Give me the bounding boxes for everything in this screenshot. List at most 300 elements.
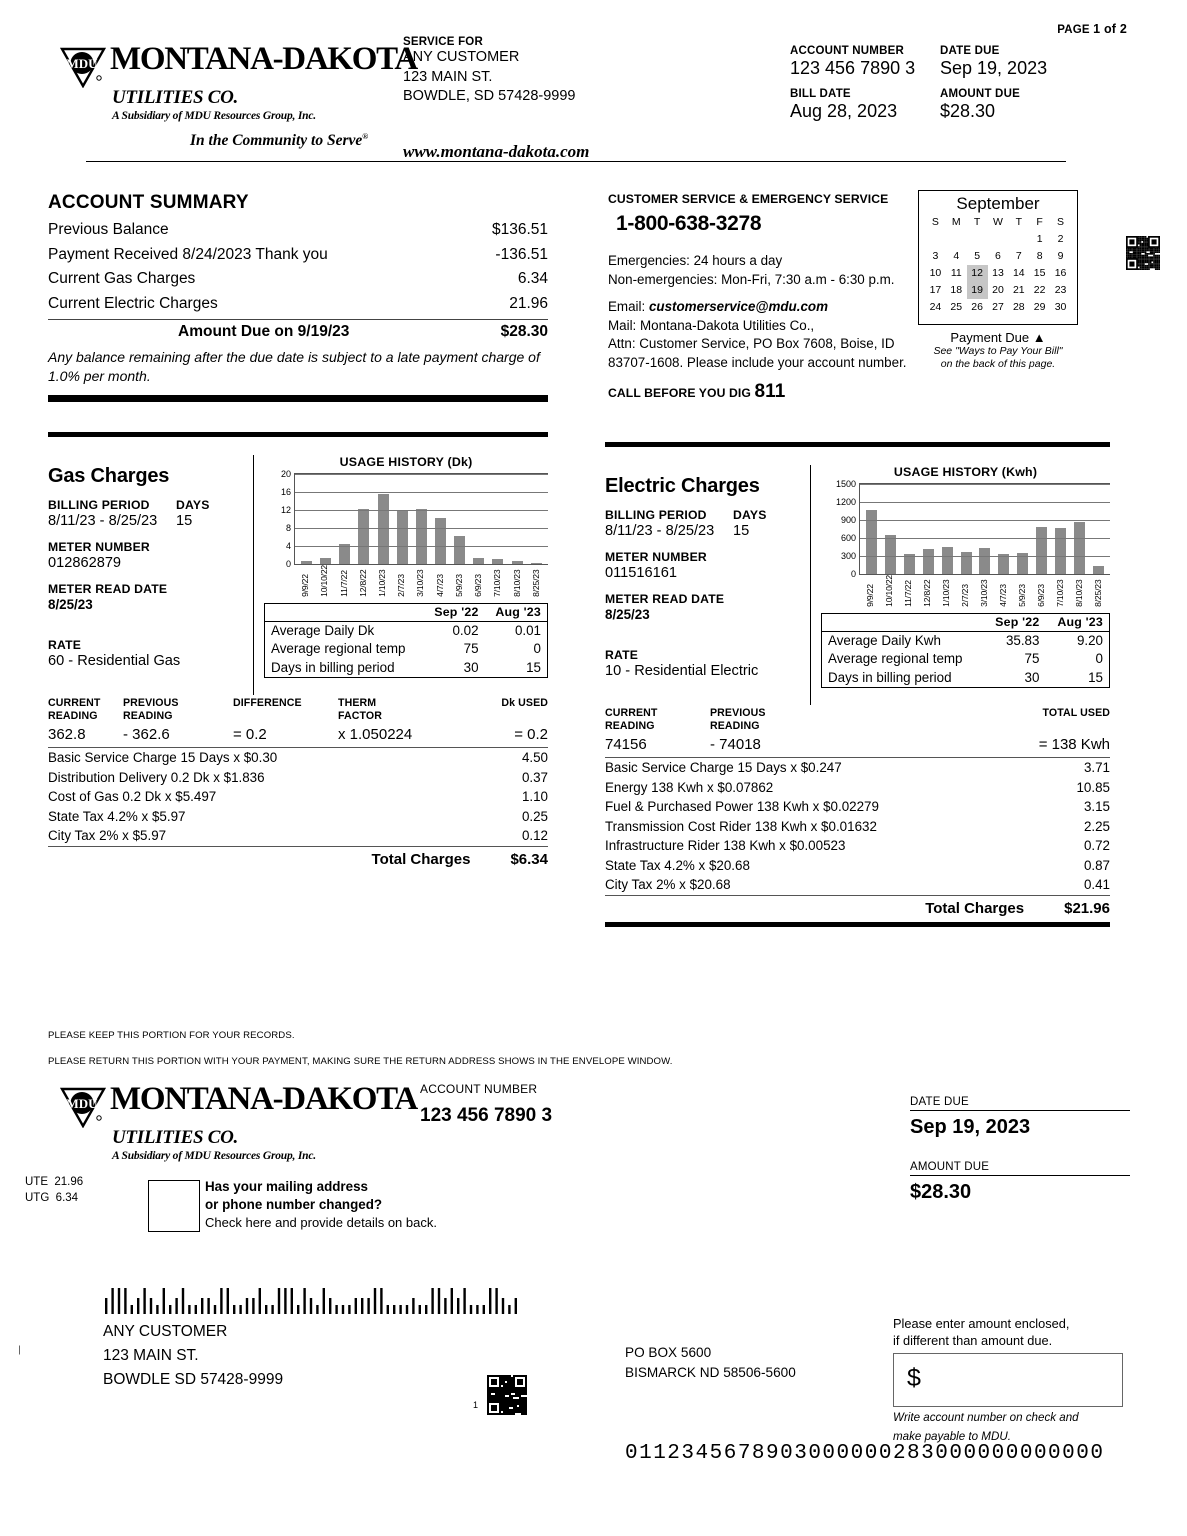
stub-company-name: MONTANA-DAKOTA	[110, 1081, 417, 1117]
gas-meter-read-value: 8/25/23	[48, 597, 93, 612]
calendar-day[interactable]: 21	[1012, 284, 1025, 296]
gas-reading-table	[48, 697, 548, 868]
charge-value: 4.50	[521, 750, 548, 765]
calendar-dow: T	[1015, 216, 1022, 228]
charge-label: Fuel & Purchased Power 138 Kwh x $0.02279	[605, 799, 879, 814]
charge-line-item	[605, 778, 1110, 798]
electric-billing-period-label: BILLING PERIOD	[605, 508, 707, 522]
summary-row-label: Current Electric Charges	[48, 294, 218, 312]
calendar-dow: M	[951, 216, 961, 228]
stats-prev: 35.83	[1005, 632, 1040, 648]
calendar-day[interactable]: 25	[950, 301, 963, 313]
company-unit: UTILITIES CO.	[112, 87, 238, 108]
charge-label: Energy 138 Kwh x $0.07862	[605, 779, 774, 795]
chart-y-tick: 600	[840, 533, 856, 543]
chart-x-tick: 7/10/23	[1055, 579, 1065, 607]
chart-bar	[1036, 527, 1047, 574]
customer-service-title: CUSTOMER SERVICE & EMERGENCY SERVICE	[608, 192, 889, 206]
charge-label: State Tax 4.2% x $5.97	[48, 808, 186, 824]
address-change-line1: Has your mailing address	[205, 1179, 368, 1194]
stats-label: Days in billing period	[271, 659, 395, 675]
calendar-day[interactable]: 23	[1054, 284, 1067, 296]
chart-x-tick: 8/10/23	[511, 569, 522, 597]
amount-due-row-value: $28.30	[500, 323, 548, 340]
chart-y-tick: 0	[285, 559, 291, 569]
calendar-note-line: on the back of this page.	[940, 358, 1056, 370]
charge-value: 2.25	[1083, 818, 1110, 834]
charge-label: City Tax 2% x $20.68	[605, 877, 731, 892]
chart-y-tick: 1200	[835, 497, 856, 507]
chart-bar	[1055, 528, 1066, 574]
electric-days-label: DAYS	[733, 508, 767, 522]
chart-x-tick: 7/10/23	[492, 569, 503, 597]
utg-label: UTG	[25, 1192, 50, 1204]
chart-gridline	[295, 474, 548, 475]
charge-label: Basic Service Charge 15 Days x $0.247	[605, 760, 842, 775]
chart-x-tick: 6/9/23	[473, 574, 484, 597]
gas-current-reading-header: CURRENT READING	[48, 697, 101, 722]
service-address-line: 123 MAIN ST.	[403, 68, 493, 85]
stats-curr: 15	[1088, 669, 1103, 685]
remit-line: PO BOX 5600	[625, 1345, 712, 1360]
chart-x-tick: 3/10/23	[415, 569, 426, 597]
electric-total-used-value: = 138 Kwh	[1038, 736, 1110, 753]
account-number-value: 123 456 7890 3	[790, 58, 916, 78]
ute-value: 21.96	[54, 1176, 84, 1188]
calendar-day[interactable]: 8	[1036, 250, 1043, 262]
electric-stats-header-blank	[822, 614, 983, 632]
chart-x-tick: 1/10/23	[376, 569, 387, 597]
calendar-day[interactable]: 24	[929, 301, 942, 313]
stats-row	[265, 659, 547, 678]
chart-gridline	[295, 546, 548, 547]
chart-y-tick: 20	[280, 469, 291, 479]
summary-row	[48, 243, 548, 268]
calendar-note-line: See "Ways to Pay Your Bill"	[933, 345, 1063, 357]
chart-x-tick: 11/7/22	[338, 570, 349, 597]
chart-x-tick: 12/8/22	[357, 569, 368, 597]
calendar-dow: S	[931, 216, 939, 228]
date-due-label: DATE DUE	[940, 45, 1000, 57]
stats-row	[822, 631, 1109, 650]
chart-x-tick: 1/10/23	[941, 579, 951, 607]
chart-x-tick: 8/25/23	[530, 569, 541, 597]
calendar-day[interactable]: 22	[1033, 284, 1046, 296]
stats-prev: 75	[463, 641, 479, 657]
gas-difference-value: = 0.2	[233, 726, 267, 743]
qr-caption: 1	[473, 1400, 479, 1410]
gas-meter-number-label: METER NUMBER	[48, 540, 150, 554]
chart-gridline	[860, 502, 1110, 503]
stats-row	[822, 669, 1109, 688]
address-change-line2: or phone number changed?	[205, 1196, 383, 1212]
calendar-day[interactable]: 7	[1015, 250, 1022, 262]
summary-row	[48, 292, 548, 317]
page-indicator: PAGE 1 of 2	[1057, 22, 1127, 36]
charge-line-item	[605, 797, 1110, 817]
calendar-day[interactable]: 9	[1057, 250, 1064, 262]
electric-total-value: $21.96	[1064, 899, 1110, 917]
gas-meter-number-value: 012862879	[48, 555, 122, 571]
charge-line-item	[605, 875, 1110, 895]
remit-line: BISMARCK ND 58506-5600	[625, 1365, 796, 1380]
address-change-note: Check here and provide details on back.	[205, 1215, 437, 1230]
charge-label: Cost of Gas 0.2 Dk x $5.497	[48, 789, 217, 804]
summary-row	[48, 218, 548, 243]
chart-y-tick: 0	[850, 569, 856, 579]
calendar-day[interactable]: 11	[950, 267, 962, 279]
gas-current-reading-value: 362.8	[48, 726, 86, 743]
email-label: Email:	[608, 299, 646, 314]
charge-value: 10.85	[1076, 779, 1110, 795]
gas-panel-title: Gas Charges	[48, 465, 170, 487]
service-for-block	[403, 36, 733, 107]
charge-value: 0.41	[1083, 877, 1110, 892]
calendar-dow: S	[1057, 216, 1065, 228]
stats-row	[822, 650, 1109, 669]
chart-bar	[301, 561, 312, 564]
gas-chart-x-axis	[294, 565, 548, 597]
chart-bar	[885, 535, 896, 574]
electric-meter-read-label: METER READ DATE	[605, 592, 725, 606]
mdu-triangle-logo-icon	[60, 46, 106, 88]
stats-curr: 0	[533, 641, 541, 657]
chart-x-tick: 10/10/22	[319, 565, 330, 597]
stub-account-number-value: 123 456 7890 3	[420, 1105, 553, 1126]
mail-line: ANY CUSTOMER	[103, 1323, 228, 1340]
electric-panel-bottom-bar	[605, 922, 1110, 927]
gas-billing-period-value: 8/11/23 - 8/25/23	[48, 513, 158, 529]
charge-line-item	[605, 856, 1110, 876]
gas-difference-header: DIFFERENCE	[233, 697, 302, 709]
company-logo	[60, 41, 417, 150]
calendar-day[interactable]: 28	[1012, 301, 1025, 313]
stats-prev: 30	[1024, 669, 1040, 685]
gas-therm-factor-header: THERM FACTOR	[338, 697, 382, 722]
svg-text:MDU: MDU	[66, 56, 98, 71]
chart-x-tick: 2/7/23	[396, 574, 407, 597]
calendar-empty	[946, 231, 967, 248]
chart-y-tick: 1500	[835, 479, 856, 489]
stub-company-subsidiary: A Subsidiary of MDU Resources Group, Inc.	[112, 1150, 316, 1162]
gas-stats-header-prev: Sep '22	[434, 604, 479, 619]
utg-value: 6.34	[55, 1192, 79, 1204]
electric-chart-x-axis	[859, 575, 1110, 607]
email-address[interactable]: customerservice@mdu.com	[648, 299, 828, 314]
electric-chart-title: USAGE HISTORY (Kwh)	[893, 465, 1038, 479]
calendar-day[interactable]: 16	[1054, 267, 1067, 279]
electric-reading-table	[605, 707, 1110, 927]
electric-current-reading-header: CURRENT READING	[605, 707, 658, 732]
chart-bar	[358, 509, 369, 564]
check-footnote-line2: make payable to MDU.	[893, 1429, 1011, 1443]
stub-account-number-label: ACCOUNT NUMBER	[420, 1082, 538, 1096]
return-portion-note: PLEASE RETURN THIS PORTION WITH YOUR PAYMENT, MAKING SURE THE RETURN ADDRESS SHOWS IN THE ENVELOPE WINDOW.	[48, 1056, 673, 1067]
customer-service-section	[608, 192, 918, 403]
email-row	[608, 298, 918, 317]
summary-row-value: $136.51	[491, 221, 548, 238]
calendar-day[interactable]: 2	[1057, 233, 1064, 245]
charge-label: Infrastructure Rider 138 Kwh x $0.00523	[605, 838, 846, 853]
charge-line-item	[48, 768, 548, 788]
calendar-day[interactable]: 30	[1054, 301, 1067, 313]
gas-billing-period-label: BILLING PERIOD	[48, 498, 150, 512]
remit-address	[625, 1343, 796, 1383]
chart-bar	[942, 547, 953, 574]
chart-bar	[320, 558, 331, 564]
calendar-day[interactable]: 29	[1033, 301, 1046, 313]
chart-x-tick: 9/9/22	[300, 574, 311, 597]
bill-date-value: Aug 28, 2023	[790, 101, 898, 121]
electric-previous-reading-header: PREVIOUS READING	[710, 707, 766, 732]
date-due-value: Sep 19, 2023	[940, 58, 1048, 78]
calendar-day[interactable]: 15	[1033, 267, 1046, 279]
charge-line-item	[605, 758, 1110, 778]
charge-value: 0.87	[1083, 857, 1110, 873]
chart-x-tick: 4/7/23	[434, 574, 445, 597]
micr-line: 0112345678903000000283000000000000	[625, 1442, 1105, 1465]
calendar-day[interactable]: 5	[974, 250, 981, 262]
gas-charges-panel	[48, 432, 548, 868]
account-summary-section	[48, 192, 548, 402]
chart-bar	[923, 549, 934, 574]
address-change-text	[205, 1178, 437, 1231]
gas-previous-reading-header: PREVIOUS READING	[123, 697, 179, 722]
gas-therm-factor-value: x 1.050224	[338, 726, 413, 743]
gas-chart-plot-area	[294, 473, 548, 565]
mail-line: Attn: Customer Service, PO Box 7608, Boise, ID	[608, 336, 895, 351]
calendar-day[interactable]: 6	[995, 250, 1001, 262]
account-header-block	[790, 36, 1150, 122]
electric-total-row	[605, 896, 1110, 917]
calendar-day[interactable]: 12	[967, 265, 988, 282]
charge-label: Basic Service Charge 15 Days x $0.30	[48, 750, 278, 765]
chart-x-tick: 6/9/23	[1036, 584, 1046, 607]
calendar-day[interactable]: 18	[950, 284, 963, 296]
electric-usage-chart-column	[810, 465, 1110, 705]
gas-stats-header-blank	[265, 604, 424, 622]
summary-row-value: 21.96	[509, 294, 548, 312]
chart-gridline	[860, 520, 1110, 521]
chart-bar	[979, 548, 990, 574]
chart-bar	[1074, 522, 1085, 574]
electric-chart-plot	[821, 479, 1110, 579]
postal-barcode	[103, 1288, 523, 1316]
calendar-day[interactable]: 26	[971, 301, 983, 313]
charge-line-item	[48, 787, 548, 807]
charge-label: State Tax 4.2% x $20.68	[605, 857, 750, 873]
chart-bar	[512, 561, 523, 564]
website-link[interactable]: www.montana-dakota.com	[403, 142, 590, 161]
electric-panel-title: Electric Charges	[605, 475, 760, 497]
mail-line: 123 MAIN ST.	[103, 1347, 199, 1364]
stats-curr: 0	[1095, 651, 1103, 667]
gas-info-column	[48, 455, 253, 670]
gas-previous-reading-value: - 362.6	[123, 726, 170, 743]
electric-chart-y-axis	[821, 479, 859, 579]
charge-label: Transmission Cost Rider 138 Kwh x $0.01632	[605, 818, 877, 834]
calendar-day[interactable]: 27	[992, 301, 1004, 313]
charge-line-item	[48, 748, 548, 768]
gas-days-label: DAYS	[176, 498, 210, 512]
chart-gridline	[860, 538, 1110, 539]
chart-y-tick: 4	[285, 541, 291, 551]
calendar-day[interactable]: 13	[992, 267, 1004, 279]
gas-usage-chart-column	[253, 455, 548, 695]
calendar-day[interactable]: 10	[929, 267, 942, 279]
company-slogan: In the Community to Serve®	[190, 132, 369, 150]
mail-line: 83707-1608. Please include your account number.	[608, 354, 907, 370]
chart-gridline	[860, 556, 1110, 557]
electric-total-label: Total Charges	[925, 899, 1025, 917]
stats-label: Days in billing period	[828, 669, 952, 685]
summary-row-value: -136.51	[495, 245, 548, 263]
stub-company-logo	[60, 1082, 417, 1164]
mail-line: BOWDLE SD 57428-9999	[103, 1371, 284, 1388]
chart-bar	[473, 558, 484, 564]
check-footnote-line1: Write account number on check and	[893, 1411, 1079, 1424]
stats-row	[265, 640, 547, 659]
up-triangle-icon: ▲	[1032, 330, 1046, 345]
header-divider	[86, 161, 1066, 162]
gas-days-value: 15	[176, 513, 193, 529]
electric-rate-label: RATE	[605, 648, 639, 662]
amount-due-row-label: Amount Due on 9/19/23	[178, 323, 350, 340]
electric-charges-panel	[605, 442, 1110, 927]
electric-chart-plot-area	[859, 483, 1110, 575]
stub-company-unit: UTILITIES CO.	[112, 1127, 238, 1148]
chart-bar	[416, 509, 427, 564]
chart-x-tick: 8/10/23	[1074, 579, 1084, 607]
calendar-dow: T	[973, 216, 981, 228]
stats-prev: 30	[463, 659, 479, 675]
electric-rate-value: 10 - Residential Electric	[605, 663, 759, 679]
chart-gridline	[860, 484, 1110, 485]
gas-dk-used-header: Dk USED	[501, 697, 548, 709]
amount-enclosed-block	[893, 1316, 1123, 1444]
gas-total-label: Total Charges	[371, 850, 471, 868]
customer-service-phone[interactable]: 1-800-638-3278	[616, 212, 762, 235]
chart-y-tick: 8	[285, 523, 291, 533]
charge-line-item	[48, 826, 548, 846]
perforation-mark: —	[13, 1345, 24, 1355]
stats-row	[265, 621, 547, 640]
electric-billing-period-value: 8/11/23 - 8/25/23	[605, 523, 715, 539]
chart-bar	[435, 518, 446, 564]
calendar-day[interactable]: 4	[953, 250, 960, 262]
charge-value: 3.71	[1083, 760, 1110, 775]
qr-code-top	[1126, 236, 1160, 270]
chart-x-tick: 11/7/22	[903, 580, 913, 607]
calendar-dow: F	[1036, 216, 1043, 228]
chart-bar	[339, 544, 350, 564]
electric-meter-read-value: 8/25/23	[605, 607, 650, 622]
charge-value: 0.25	[521, 808, 548, 824]
charge-line-item	[605, 817, 1110, 837]
stats-label: Average regional temp	[271, 641, 406, 657]
gas-chart-plot	[264, 469, 548, 569]
calendar-empty	[988, 231, 1009, 248]
utility-breakdown	[25, 1174, 83, 1206]
electric-stats-table	[821, 613, 1110, 689]
charge-value: 3.15	[1083, 799, 1110, 814]
payment-due-caption: Payment Due ▲	[950, 330, 1046, 345]
chart-x-tick: 3/10/23	[979, 579, 989, 607]
stats-label: Average regional temp	[828, 651, 963, 667]
stats-prev: 75	[1024, 651, 1040, 667]
chart-x-tick: 5/9/23	[453, 574, 464, 597]
calendar-empty	[925, 231, 946, 248]
charge-value: 0.12	[521, 828, 548, 843]
chart-bar	[492, 559, 503, 564]
electric-days-value: 15	[733, 523, 750, 539]
calendar-day[interactable]: 20	[992, 284, 1004, 296]
bill-date-label: BILL DATE	[790, 88, 851, 100]
address-change-checkbox[interactable]	[148, 1180, 200, 1232]
electric-info-column	[605, 465, 810, 680]
calendar-day[interactable]: 19	[967, 282, 988, 299]
bill-header	[0, 0, 1187, 170]
stub-date-due-label: DATE DUE	[910, 1096, 1130, 1111]
electric-stats-header-curr: Aug '23	[1057, 614, 1103, 629]
chart-bar	[454, 536, 465, 564]
charge-value: 0.37	[521, 769, 548, 785]
gas-rate-value: 60 - Residential Gas	[48, 653, 181, 669]
chart-y-tick: 900	[840, 515, 856, 525]
keep-portion-note: PLEASE KEEP THIS PORTION FOR YOUR RECORDS.	[48, 1030, 295, 1041]
charge-value: 0.72	[1083, 838, 1110, 853]
calendar-day[interactable]: 3	[932, 250, 939, 262]
summary-row	[48, 267, 548, 292]
svg-text:MDU: MDU	[66, 1096, 98, 1111]
qr-code-bottom	[487, 1375, 527, 1415]
gas-stats-table	[264, 603, 548, 679]
electric-total-used-header: TOTAL USED	[1042, 707, 1110, 719]
chart-bar	[531, 563, 542, 564]
mail-line: Mail: Montana-Dakota Utilities Co.,	[608, 317, 815, 333]
call-before-you-dig: CALL BEFORE YOU DIG 811	[608, 381, 786, 402]
stub-due-block	[910, 1096, 1130, 1204]
gas-meter-read-label: METER READ DATE	[48, 582, 168, 596]
chart-x-tick: 4/7/23	[998, 584, 1008, 607]
calendar-day[interactable]: 17	[929, 284, 942, 296]
chart-y-tick: 300	[840, 551, 856, 561]
calendar-day[interactable]: 14	[1012, 267, 1025, 279]
chart-gridline	[295, 510, 548, 511]
chart-x-tick: 10/10/22	[884, 575, 894, 607]
chart-x-tick: 9/9/22	[865, 584, 875, 607]
electric-meter-number-value: 011516161	[605, 565, 677, 581]
calendar-month-label: September	[956, 194, 1040, 213]
calendar-dow: W	[992, 216, 1003, 228]
ute-label: UTE	[25, 1176, 48, 1188]
stats-curr: 0.01	[514, 622, 541, 638]
service-address-line: ANY CUSTOMER	[403, 49, 520, 65]
summary-row-label: Current Gas Charges	[48, 270, 196, 287]
gas-chart-title: USAGE HISTORY (Dk)	[339, 455, 473, 469]
electric-previous-reading-value: - 74018	[710, 736, 761, 753]
chart-x-tick: 5/9/23	[1017, 584, 1027, 607]
gas-rate-label: RATE	[48, 638, 82, 652]
chart-y-tick: 16	[280, 487, 291, 497]
electric-current-reading-value: 74156	[605, 736, 647, 753]
stub-account-block	[420, 1082, 552, 1127]
gas-chart-y-axis	[264, 469, 294, 569]
calendar-day[interactable]: 1	[1036, 233, 1043, 245]
stub-date-due-value: Sep 19, 2023	[910, 1116, 1031, 1138]
amount-enclosed-input[interactable]	[893, 1353, 1123, 1407]
company-subsidiary: A Subsidiary of MDU Resources Group, Inc.	[112, 110, 316, 122]
